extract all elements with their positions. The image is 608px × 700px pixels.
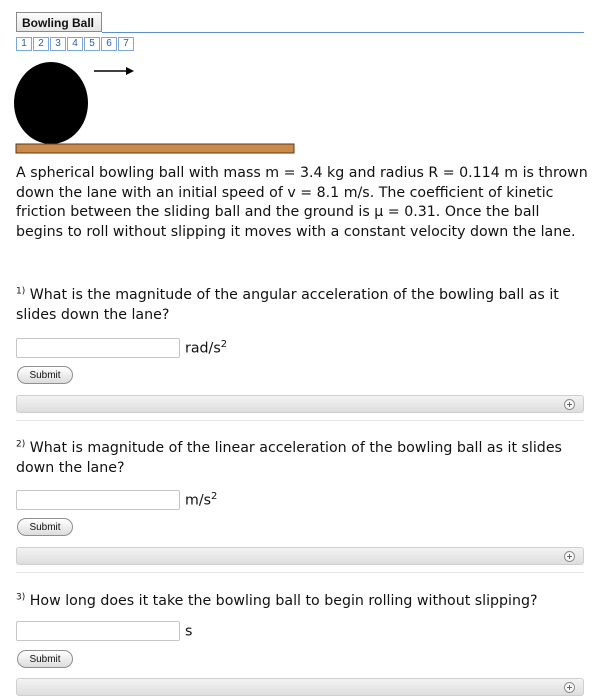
answer-3-unit (185, 622, 192, 640)
page-link-6[interactable]: 6 (101, 37, 117, 51)
question-divider-2 (16, 572, 584, 573)
page-link-5[interactable]: 5 (84, 37, 100, 51)
answer-2-input[interactable] (16, 490, 180, 510)
submit-1-button[interactable]: Submit (17, 366, 73, 384)
page-link-2[interactable]: 2 (33, 37, 49, 51)
hint-1-expander[interactable] (16, 395, 584, 413)
title-underline (102, 32, 584, 33)
page-link-1[interactable]: 1 (16, 37, 32, 51)
question-1-number: 1) (16, 286, 26, 297)
answer-2-unit-exponent: 2 (211, 491, 218, 502)
answer-1-unit (185, 339, 227, 357)
bowling-lane (16, 144, 294, 153)
answer-1-unit-base: rad/s (185, 340, 221, 357)
question-2-text: What is magnitude of the linear acceleration of the bowling ball as it slides down the lane? (16, 440, 562, 476)
expand-plus-icon[interactable] (564, 551, 575, 562)
page-link-7[interactable]: 7 (118, 37, 134, 51)
answer-2-unit-base: m/s (185, 492, 211, 509)
question-2 (16, 439, 590, 478)
page-navigation (16, 37, 135, 51)
question-3-text: How long does it take the bowling ball to begin rolling without slipping? (29, 593, 538, 609)
expand-plus-icon[interactable] (564, 682, 575, 693)
bowling-ball-figure (14, 60, 304, 156)
page-link-3[interactable]: 3 (50, 37, 66, 51)
answer-1-unit-exponent: 2 (220, 339, 228, 350)
answer-1-input[interactable] (16, 338, 180, 358)
expand-plus-icon[interactable] (564, 399, 575, 410)
question-2-number: 2) (16, 439, 26, 450)
answer-3-input[interactable] (16, 621, 180, 641)
question-3 (16, 592, 590, 612)
problem-statement: A spherical bowling ball with mass m = 3.4 kg and radius R = 0.114 m is thrown down the lane with an initial speed of v = 8.1 m/s. The coefficient of kinetic friction between the sliding ball and the ground is μ = 0.31. Once the ball begins to roll without slipping it moves with a constant velocity down the lane. (16, 165, 588, 240)
hint-2-expander[interactable] (16, 547, 584, 565)
velocity-arrow-head (126, 67, 134, 75)
assignment-title: Bowling Ball (16, 12, 102, 32)
question-1 (16, 286, 590, 325)
bowling-ball (14, 62, 88, 144)
answer-2-unit (185, 491, 217, 509)
hint-3-expander[interactable] (16, 678, 584, 696)
page-link-4[interactable]: 4 (67, 37, 83, 51)
submit-2-button[interactable]: Submit (17, 518, 73, 536)
submit-3-button[interactable]: Submit (17, 650, 73, 668)
question-1-text: What is the magnitude of the angular acceleration of the bowling ball as it slides down the lane? (16, 287, 559, 323)
answer-3-unit-base: s (185, 623, 193, 640)
question-divider-1 (16, 420, 584, 421)
question-3-number: 3) (16, 592, 26, 603)
